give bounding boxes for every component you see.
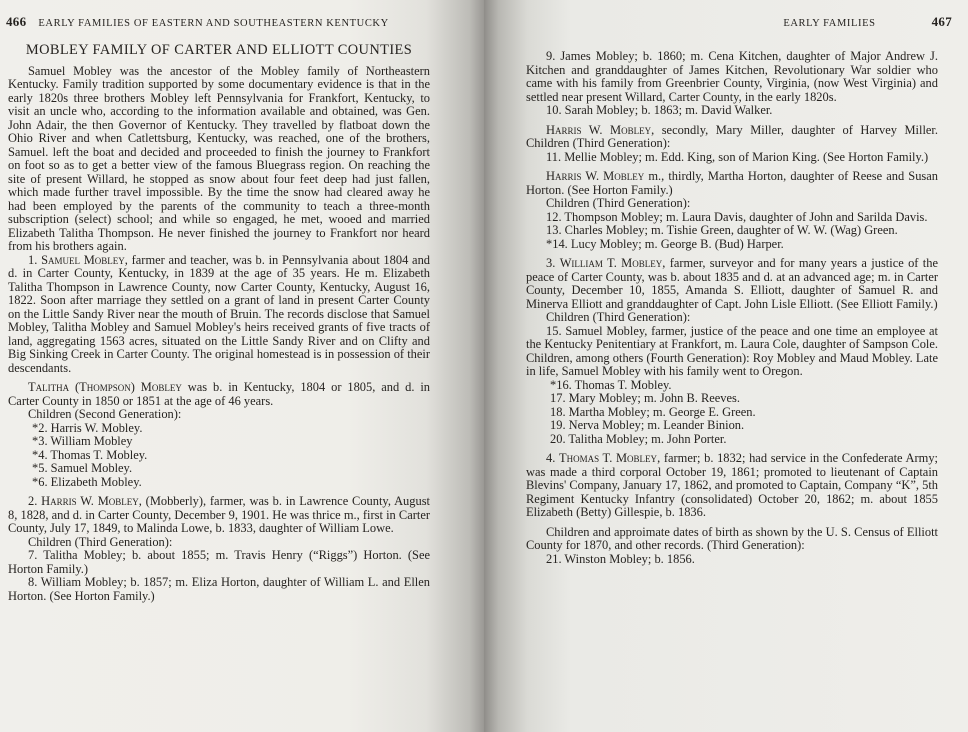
running-head-right [524, 14, 952, 30]
children-heading: Children (Third Generation): [546, 196, 691, 210]
entry-11: 11. Mellie Mobley; m. Edd. King, son of Marion King. (See Horton Family.) [546, 149, 929, 164]
child-list-item: *2. Harris W. Mobley. [32, 420, 143, 435]
entry-4: 4. Thomas T. Mobley, farmer; b. 1832; had service in the Confederate Army; was made a third corporal October 19, 1861; promoted to lieutenant of Captain Blevins' Company, January 17, 1862, and promoted to Captain, Company “K”, 5th Regiment Kentucky Infantry (consolidated) October 20, 1862; m. about 1855 Elizabeth (Betty) Gillespie, b. 1836. [526, 451, 939, 519]
talitha-paragraph: Talitha (Thompson) Mobley was b. in Kentucky, 1804 or 1805, and d. in Carter County in 1850 or 1851 at the age of 46 years. [8, 380, 430, 408]
entry-15: 15. Samuel Mobley, farmer, justice of the peace and one time an employee at the Kentucky Penitentiary at Frankfort, m. Laura Cole, daughter of Sampson Cole. Children, among others (Fourth Generation): Roy Mobley and Maud Mobley. Late in life, Samuel Mobley with his family went to Oregon. [526, 323, 938, 378]
entry-1-name: Samuel Mobley [41, 252, 125, 267]
entry-10: 10. Sarah Mobley; b. 1863; m. David Walker. [546, 103, 773, 117]
child-list-item: *3. William Mobley [32, 434, 133, 448]
entry-2: 2. Harris W. Mobley, (Mobberly), farmer, was b. in Lawrence County, August 8, 1828, and d. in Carter County, December 9, 1901. He was thrice m., first in Carter County, July 17, 1849, to Malinda Lowe, b. 1833, daughter of William Lowe. [8, 494, 430, 535]
running-title-right: EARLY FAMILIES [783, 18, 876, 29]
intro-paragraph: Samuel Mobley was the ancestor of the Mobley family of Northeastern Kentucky. Family tradition supported by some documentary evidence is that in the early 1820s three brothers Mobley left Pennsylvania for Frankfort, Kentucky, to visit an uncle who, according to the information available and obtained, was Gen. John Adair, the then Governor of Kentucky. They travelled by flatboat down the Ohio River and when Catlettsburg, Kentucky, was reached, one of the brothers, Samuel. left the boat and decided and proceeded to finish the journey to Frankfort on foot so as to get a better view of the famous Bluegrass region. On reaching the site of present Willard, he stopped as snow about four feet deep had just fallen, which made further travel impossible. By the time the snow had cleared away he had been employed by the parents of the community to teach a three-month subscription (select) school; and while so engaged, he met, wooed and married Elizabeth Talitha Thompson. He never finished the journey to Frankfort nor heard from his brothers again. [8, 63, 430, 253]
entry-8: 8. William Mobley; b. 1857; m. Eliza Horton, daughter of William L. and Ellen Horton. (See Horton Family.) [8, 575, 430, 603]
left-text-column [8, 40, 430, 603]
section-title: MOBLEY FAMILY OF CARTER AND ELLIOTT COUNTIES [25, 42, 413, 58]
right-text-column [526, 50, 938, 566]
entry-7: 7. Talitha Mobley; b. about 1855; m. Travis Henry (“Riggs”) Horton. (See Horton Family.) [8, 548, 430, 576]
child-list-item: 19. Nerva Mobley; m. Leander Binion. [550, 418, 745, 432]
harris-name: Harris W. Mobley [546, 169, 645, 183]
harris-name: Harris W. Mobley [546, 122, 652, 137]
running-title-left: EARLY FAMILIES OF EASTERN AND SOUTHEASTERN KENTUCKY [38, 18, 389, 29]
page-number-right: 467 [931, 14, 952, 29]
entry-3: 3. William T. Mobley, farmer, surveyor and for many years a justice of the peace of Carter County, was b. about 1835 and d. at an advanced age; m. in Carter County, December 10, 1855, Amanda S. Elliott, daughter of Samuel R. and Minerva Elliott and granddaughter of Capt. John Lisle Elliott. (See Elliott Family.) [526, 256, 938, 311]
entry-1: 1. Samuel Mobley, farmer and teacher, was b. in Pennsylvania about 1804 and d. in Carter County, Kentucky, in 1839 at the age of 35 years. He m. Elizabeth Talitha Thompson in Lawrence County, now Carter County, Kentucky, August 16, 1822. Soon after marriage they settled on a grant of land in present Carter County on the Little Sandy River near the mouth of Bruin. The records disclose that Samuel Mobley, Talitha Mobley and Samuel Mobley's heirs received grants of five tracts of land, aggregating 1563 acres, situated on the Little Sandy River and on Clifty and Big Sinking Creek in Carter County. The original homestead is in possession of their descendants. [8, 252, 431, 375]
entry-4-name: Thomas T. Mobley [559, 451, 658, 465]
child-list-item: 18. Martha Mobley; m. George E. Green. [550, 404, 756, 419]
entry-21: 21. Winston Mobley; b. 1856. [546, 551, 695, 566]
child-list-item: *16. Thomas T. Mobley. [550, 377, 672, 392]
talitha-name: Talitha (Thompson) Mobley [28, 380, 182, 394]
harris-third-marriage: Harris W. Mobley m., thirdly, Martha Horton, daughter of Reese and Susan Horton. (See Horton Family.) [526, 169, 938, 197]
child-list-item: 17. Mary Mobley; m. John B. Reeves. [550, 391, 740, 405]
harris-second-marriage: Harris W. Mobley, secondly, Mary Miller, daughter of Harvey Miller. Children (Third Generation): [526, 122, 938, 150]
right-page [484, 0, 968, 732]
child-list-item: 20. Talitha Mobley; m. John Porter. [550, 431, 727, 446]
entry-3-name: William T. Mobley [559, 256, 663, 270]
entry-13: 13. Charles Mobley; m. Tishie Green, daughter of W. W. (Wag) Green. [546, 223, 898, 237]
child-list-item: *4. Thomas T. Mobley. [32, 447, 148, 462]
entry-12: 12. Thompson Mobley; m. Laura Davis, daughter of John and Sarilda Davis. [546, 209, 928, 224]
children-heading: Children (Third Generation): [546, 310, 691, 324]
census-paragraph: Children and approimate dates of birth as shown by the U. S. Census of Elliott County for 1870, and other records. (Third Generation): [526, 524, 938, 552]
entry-2-name: Harris W. Mobley [41, 494, 139, 508]
entry-14: *14. Lucy Mobley; m. George B. (Bud) Harper. [546, 236, 784, 251]
children-heading-third-gen: Children (Third Generation): [28, 534, 173, 549]
child-list-item: *6. Elizabeth Mobley. [32, 474, 142, 489]
entry-9: 9. James Mobley; b. 1860; m. Cena Kitchen, daughter of Major Andrew J. Kitchen and granddaughter of James Kitchen, Revolutionary War soldier who came with his family from Greenbrier County, Virginia, (now West Virginia) and settled near present Willard, Carter County, in the early 1820s. [526, 49, 938, 104]
child-list-item: *5. Samuel Mobley. [32, 461, 133, 475]
running-head-left [6, 14, 460, 30]
page-number-left: 466 [6, 14, 27, 29]
children-heading-second-gen: Children (Second Generation): [28, 407, 182, 421]
